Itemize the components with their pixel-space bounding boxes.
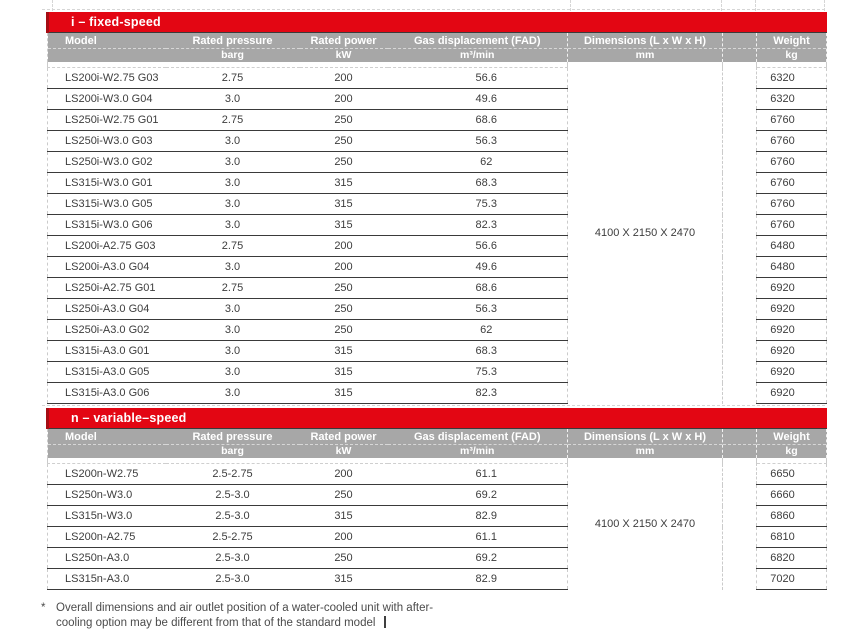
cell-fad: 69.2: [388, 548, 568, 569]
cell-power: 250: [300, 299, 388, 320]
footnote: [41, 601, 825, 631]
cell-weight: 6320: [757, 89, 827, 110]
cell-weight: 6760: [757, 152, 827, 173]
cell-pressure: 2.75: [166, 110, 300, 131]
cell-power: 315: [300, 194, 388, 215]
cell-pressure: 3.0: [166, 152, 300, 173]
cell-model: LS315n-A3.0: [48, 569, 166, 590]
cell-fad: 56.6: [388, 236, 568, 257]
cell-pressure: 2.5-3.0: [166, 485, 300, 506]
cell-pressure: 2.75: [166, 278, 300, 299]
section-fixed-speed: [46, 12, 825, 404]
cell-fad: 61.1: [388, 464, 568, 485]
cell-weight: 6920: [757, 278, 827, 299]
cell-dimensions: 4100 X 2150 X 2470: [568, 458, 723, 590]
cell-model: LS315i-W3.0 G06: [48, 215, 166, 236]
cell-pressure: 2.5-3.0: [166, 569, 300, 590]
spacer-cell: [723, 62, 757, 404]
cell-power: 250: [300, 320, 388, 341]
col-header-spacer: [723, 429, 757, 459]
col-header-model: Model: [48, 429, 166, 459]
cell-pressure: 3.0: [166, 362, 300, 383]
cell-pressure: 3.0: [166, 131, 300, 152]
cell-model: LS250i-W2.75 G01: [48, 110, 166, 131]
cell-weight: 6480: [757, 257, 827, 278]
cell-fad: 75.3: [388, 362, 568, 383]
col-header-weight: Weight kg: [757, 33, 827, 63]
cell-model: LS250i-A2.75 G01: [48, 278, 166, 299]
cell-fad: 68.6: [388, 278, 568, 299]
col-header-fad: Gas displacement (FAD) m³/min: [388, 429, 568, 459]
section-title: i – fixed-speed: [48, 12, 827, 33]
cell-weight: 6920: [757, 383, 827, 404]
cell-model: LS250i-W3.0 G03: [48, 131, 166, 152]
cell-fad: 49.6: [388, 89, 568, 110]
gridline-tick: [721, 0, 722, 11]
cell-fad: 49.6: [388, 257, 568, 278]
text-cursor: [384, 616, 386, 628]
cell-model: LS250i-A3.0 G02: [48, 320, 166, 341]
cell-model: LS250n-W3.0: [48, 485, 166, 506]
gridline-tick: [755, 0, 756, 11]
cell-model: LS250i-A3.0 G04: [48, 299, 166, 320]
col-header-dimensions: Dimensions (L x W x H) mm: [568, 33, 723, 63]
cell-power: 200: [300, 257, 388, 278]
cell-model: LS250n-A3.0: [48, 548, 166, 569]
cell-fad: 69.2: [388, 485, 568, 506]
cell-pressure: 2.75: [166, 68, 300, 89]
col-header-model: Model: [48, 33, 166, 63]
cell-weight: 6860: [757, 506, 827, 527]
section-variable-speed: [46, 408, 825, 590]
cell-dimensions: 4100 X 2150 X 2470: [568, 62, 723, 404]
cell-model: LS315i-A3.0 G01: [48, 341, 166, 362]
cell-model: LS200n-A2.75: [48, 527, 166, 548]
cell-weight: 6660: [757, 485, 827, 506]
col-header-fad: Gas displacement (FAD) m³/min: [388, 33, 568, 63]
cell-weight: 6920: [757, 362, 827, 383]
cell-fad: 82.3: [388, 383, 568, 404]
gridline-tick: [824, 0, 825, 11]
col-header-pressure: Rated pressure barg: [166, 429, 300, 459]
cell-fad: 68.3: [388, 173, 568, 194]
section-title: n – variable–speed: [48, 408, 827, 429]
cell-power: 200: [300, 527, 388, 548]
cell-pressure: 2.75: [166, 236, 300, 257]
cell-weight: 6760: [757, 215, 827, 236]
spec-sheet: [41, 12, 825, 631]
cell-power: 250: [300, 152, 388, 173]
cell-weight: 7020: [757, 569, 827, 590]
header-row: [48, 33, 827, 63]
cell-fad: 62: [388, 320, 568, 341]
cell-model: LS250i-W3.0 G02: [48, 152, 166, 173]
cell-model: LS200i-W3.0 G04: [48, 89, 166, 110]
cell-weight: 6810: [757, 527, 827, 548]
gridline-tick: [52, 0, 53, 11]
cell-model: LS315i-A3.0 G06: [48, 383, 166, 404]
cell-fad: 56.6: [388, 68, 568, 89]
cell-power: 315: [300, 215, 388, 236]
cell-power: 200: [300, 236, 388, 257]
cell-fad: 56.3: [388, 131, 568, 152]
cell-weight: 6760: [757, 194, 827, 215]
cell-weight: 6920: [757, 320, 827, 341]
cell-model: LS200i-W2.75 G03: [48, 68, 166, 89]
cell-fad: 82.3: [388, 215, 568, 236]
cell-power: 315: [300, 173, 388, 194]
cell-power: 315: [300, 362, 388, 383]
cell-fad: 82.9: [388, 506, 568, 527]
cell-power: 315: [300, 506, 388, 527]
cell-power: 200: [300, 68, 388, 89]
cell-fad: 62: [388, 152, 568, 173]
cell-weight: 6760: [757, 173, 827, 194]
cell-power: 315: [300, 341, 388, 362]
section-band: [48, 408, 827, 429]
footnote-marker: *: [41, 602, 46, 614]
cell-pressure: 3.0: [166, 257, 300, 278]
cell-pressure: 3.0: [166, 89, 300, 110]
cell-weight: 6920: [757, 341, 827, 362]
col-header-power: Rated power kW: [300, 33, 388, 63]
cell-model: LS315n-W3.0: [48, 506, 166, 527]
cell-pressure: 3.0: [166, 320, 300, 341]
cell-model: LS200i-A2.75 G03: [48, 236, 166, 257]
cell-pressure: 2.5-3.0: [166, 548, 300, 569]
cell-power: 315: [300, 569, 388, 590]
cell-fad: 68.6: [388, 110, 568, 131]
col-header-power: Rated power kW: [300, 429, 388, 459]
cell-weight: 6650: [757, 464, 827, 485]
cell-power: 200: [300, 464, 388, 485]
cell-weight: 6820: [757, 548, 827, 569]
cell-weight: 6320: [757, 68, 827, 89]
cell-model: LS315i-W3.0 G05: [48, 194, 166, 215]
cell-fad: 75.3: [388, 194, 568, 215]
cell-fad: 56.3: [388, 299, 568, 320]
cell-model: LS200n-W2.75: [48, 464, 166, 485]
cell-weight: 6760: [757, 131, 827, 152]
cell-weight: 6920: [757, 299, 827, 320]
cell-weight: 6760: [757, 110, 827, 131]
cell-power: 250: [300, 278, 388, 299]
cell-pressure: 3.0: [166, 383, 300, 404]
variable-speed-table: [46, 408, 827, 590]
cell-power: 250: [300, 485, 388, 506]
cell-pressure: 2.5-2.75: [166, 527, 300, 548]
col-header-weight: Weight kg: [757, 429, 827, 459]
cell-pressure: 3.0: [166, 299, 300, 320]
section-band: [48, 12, 827, 33]
cell-pressure: 3.0: [166, 215, 300, 236]
cell-pressure: 3.0: [166, 194, 300, 215]
footnote-text: Overall dimensions and air outlet position of a water-cooled unit with after- cooling option may be different from that of the standard model: [56, 602, 434, 629]
cell-fad: 82.9: [388, 569, 568, 590]
cell-power: 250: [300, 548, 388, 569]
cell-power: 250: [300, 131, 388, 152]
cell-power: 200: [300, 89, 388, 110]
cell-power: 315: [300, 383, 388, 404]
cell-pressure: 3.0: [166, 173, 300, 194]
cell-fad: 61.1: [388, 527, 568, 548]
gridline-tick: [570, 0, 571, 11]
cell-model: LS315i-A3.0 G05: [48, 362, 166, 383]
cell-model: LS315i-W3.0 G01: [48, 173, 166, 194]
fixed-speed-table: [46, 12, 827, 404]
cell-pressure: 3.0: [166, 341, 300, 362]
col-header-spacer: [723, 33, 757, 63]
cell-fad: 68.3: [388, 341, 568, 362]
cell-weight: 6480: [757, 236, 827, 257]
header-row: [48, 429, 827, 459]
cell-pressure: 2.5-3.0: [166, 506, 300, 527]
spacer-cell: [723, 458, 757, 590]
col-header-pressure: Rated pressure barg: [166, 33, 300, 63]
cell-model: LS200i-A3.0 G04: [48, 257, 166, 278]
cell-power: 250: [300, 110, 388, 131]
col-header-dimensions: Dimensions (L x W x H) mm: [568, 429, 723, 459]
cell-pressure: 2.5-2.75: [166, 464, 300, 485]
